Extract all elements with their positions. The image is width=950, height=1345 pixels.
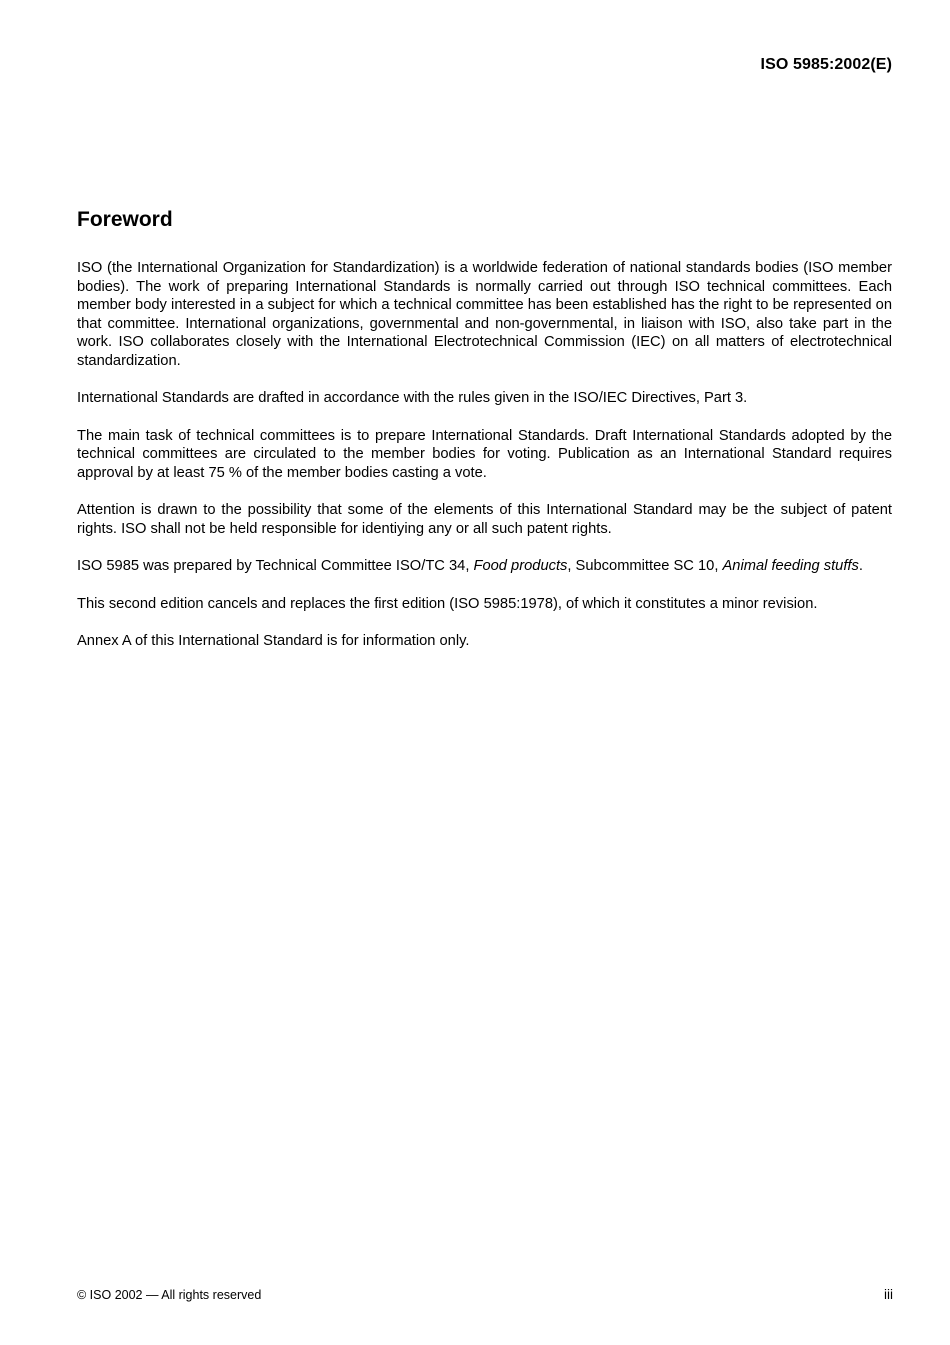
paragraph-patent-rights: Attention is drawn to the possibility that some of the elements of this International Standard may be the subject of patent rights. ISO shall not be held responsible for identiying any or all such patent rights. (77, 502, 892, 537)
preparation-text-middle: , Subcommittee SC 10, (567, 558, 723, 574)
page-title: Foreword (77, 208, 173, 231)
document-identifier: ISO 5985:2002(E) (760, 56, 892, 73)
preparation-text-end: . (858, 558, 863, 574)
paragraph-directives: International Standards are drafted in accordance with the rules given in the ISO/IEC Directives, Part 3. (77, 390, 748, 406)
page-footer (77, 1287, 893, 1302)
paragraph-committee-task: The main task of technical committees is to prepare International Standards. Draft International Standards adopted by the technical committees are circulated to the member bodies for voting. Publication as an International Standard requires approval by at least 75 % of the member bodies casting a vote. (77, 427, 892, 481)
paragraph-edition: This second edition cancels and replaces the first edition (ISO 5985:1978), of which it constitutes a minor revision. (77, 595, 818, 612)
subcommittee-name: Animal feeding stuffs (722, 558, 859, 574)
preparation-text-start: ISO 5985 was prepared by Technical Committee ISO/TC 34, (77, 558, 474, 574)
committee-name: Food products (473, 558, 568, 574)
page-number: iii (884, 1287, 893, 1302)
paragraph-iso-description: ISO (the International Organization for Standardization) is a worldwide federation of national standards bodies (ISO member bodies). The work of preparing International Standards is normally carried out through ISO technical committees. Each member body interested in a subject for which a technical committee has been established has the right to be represented on that committee. International organizations, governmental and non-governmental, in liaison with ISO, also take part in the work. ISO collaborates closely with the International Electrotechnical Commission (IEC) on all matters of electrotechnical standardization. (77, 260, 892, 369)
paragraph-annex: Annex A of this International Standard is for information only. (77, 633, 470, 649)
copyright-notice: © ISO 2002 — All rights reserved (77, 1288, 262, 1302)
paragraph-preparation (77, 557, 892, 576)
foreword-body (77, 259, 892, 670)
